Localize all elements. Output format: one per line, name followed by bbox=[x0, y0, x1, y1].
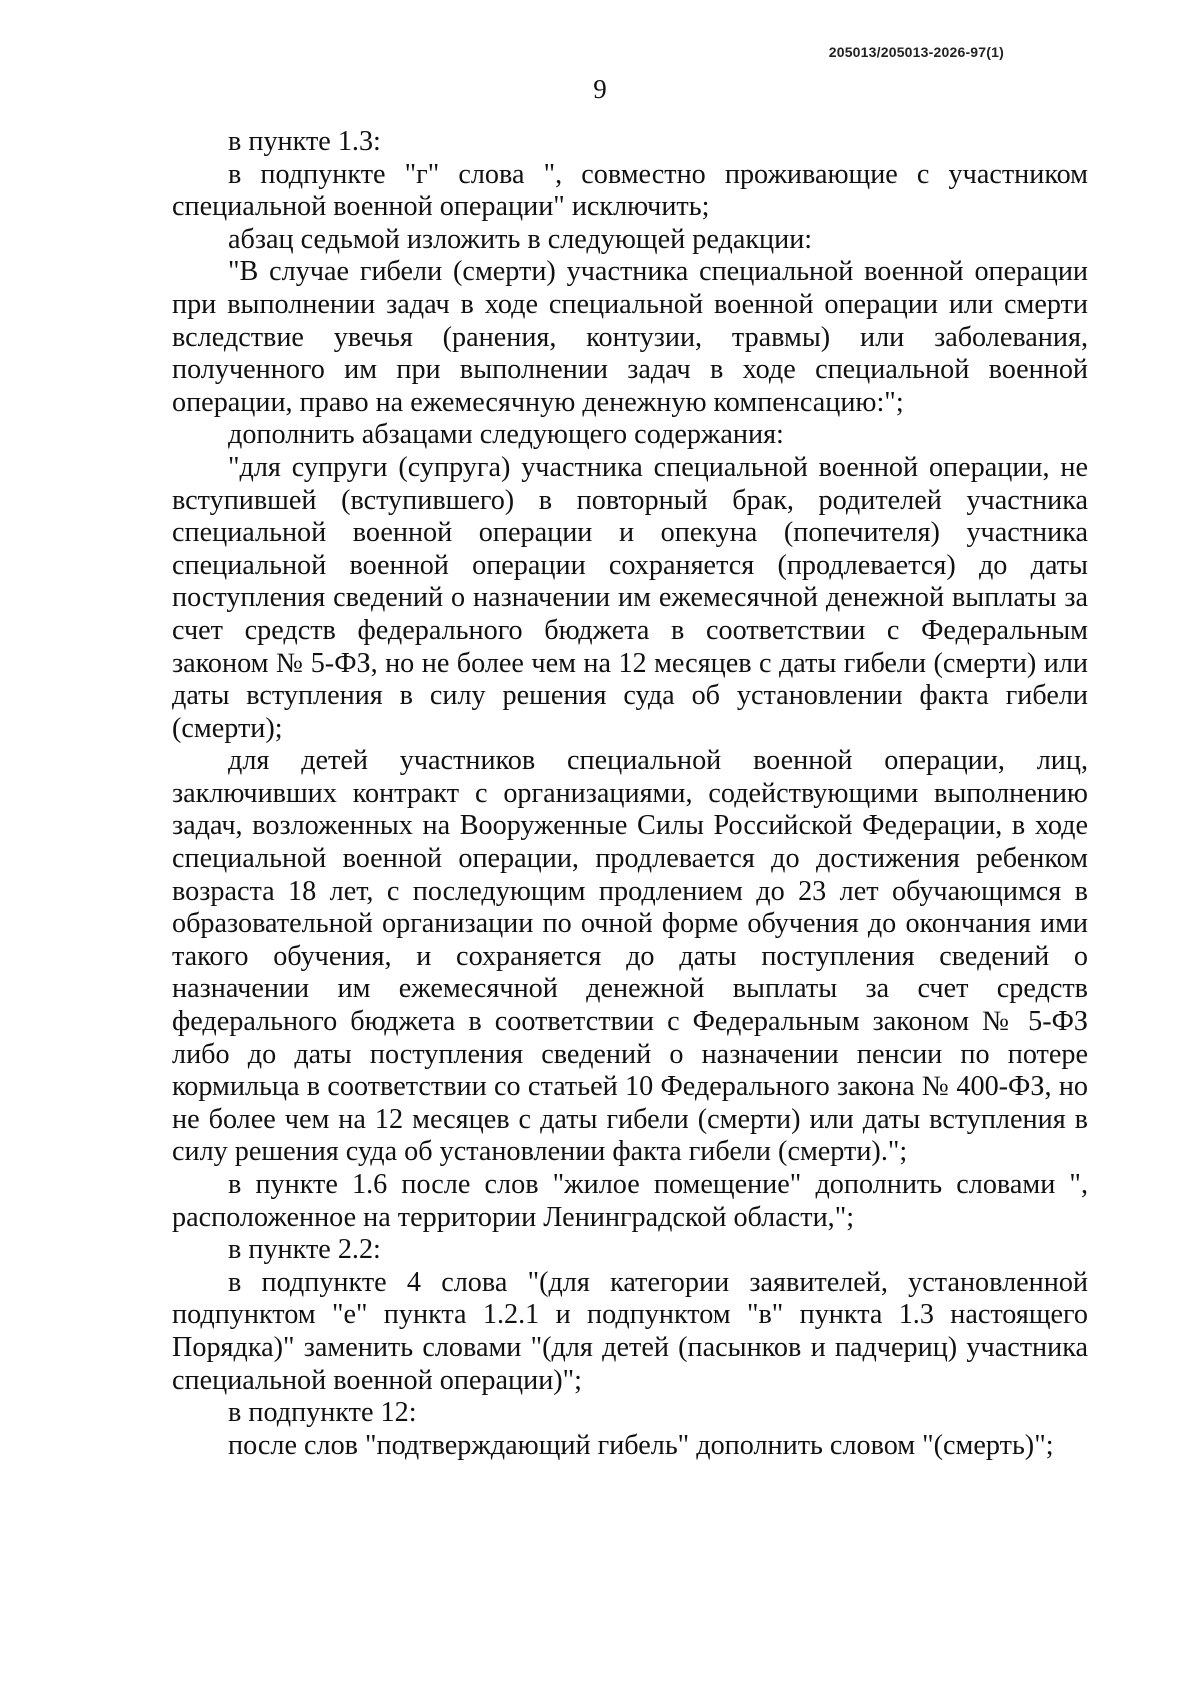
page-number: 9 bbox=[593, 74, 607, 104]
paragraph: после слов "подтверждающий гибель" дополнить словом "(смерть)"; bbox=[228, 1429, 1054, 1461]
paragraph: в пункте 1.3: bbox=[228, 126, 381, 157]
paragraph: в подпункте 12: bbox=[228, 1397, 417, 1429]
paragraph: в подпункте "г" слова ", совместно проживающие с участником специальной военной операции" исключить; bbox=[172, 158, 1088, 223]
paragraph: абзац седьмой изложить в следующей редакции: bbox=[228, 223, 813, 255]
paragraph: дополнить абзацами следующего содержания: bbox=[228, 419, 784, 451]
document-body bbox=[172, 126, 1088, 1462]
paragraph: в пункте 1.6 после слов "жилое помещение" дополнить словами ", расположенное на территории Ленинградской области,"; bbox=[172, 1169, 1088, 1233]
paragraph: "для супруги (супруга) участника специальной военной операции, не вступившей (вступившего) в повторный брак, родителей участника специальной военной операции и опекуна (попечителя) участника специальной военной операции сохраняется (продлевается) до даты поступления сведений о назначении им ежемесячной денежной выплаты за счет средств федерального бюджета в соответствии с Федеральным законом № 5-ФЗ, но не более чем на 12 месяцев с даты гибели (смерти) или даты вступления в силу решения суда об установлении факта гибели (смерти); bbox=[172, 451, 1088, 744]
paragraph: "В случае гибели (смерти) участника специальной военной операции при выполнении задач в ходе специальной военной операции или смерти вследствие увечья (ранения, контузии, травмы) или заболевания, полученного им при выполнении задач в ходе специальной военной операции, право на ежемесячную денежную компенсацию:"; bbox=[172, 256, 1088, 418]
document-id: 205013/205013-2026-97(1) bbox=[828, 44, 1004, 60]
paragraph: в пункте 2.2: bbox=[228, 1234, 381, 1266]
paragraph: для детей участников специальной военной операции, лиц, заключивших контракт с организациями, содействующими выполнению задач, возложенных на Вооруженные Силы Российской Федерации, в ходе специальной военной операции, продлевается до достижения ребенком возраста 18 лет, с последующим продлением до 23 лет обучающимся в образовательной организации по очной форме обучения до окончания ими такого обучения, и сохраняется до даты поступления сведений о назначении им ежемесячной денежной выплаты за счет средств федерального бюджета в соответствии с Федеральным законом № 5-ФЗ либо до даты поступления сведений о назначении пенсии по потере кормильца в соответствии со статьей 10 Федерального закона № 400-ФЗ, но не более чем на 12 месяцев с даты гибели (смерти) или даты вступления в силу решения суда об установлении факта гибели (смерти)."; bbox=[172, 745, 1088, 1168]
paragraph: в подпункте 4 слова "(для категории заявителей, установленной подпунктом "е" пункта 1.2.1 и подпунктом "в" пункта 1.3 настоящего Порядка)" заменить словами "(для детей (пасынков и падчериц) участника специальной военной операции)"; bbox=[172, 1266, 1088, 1396]
